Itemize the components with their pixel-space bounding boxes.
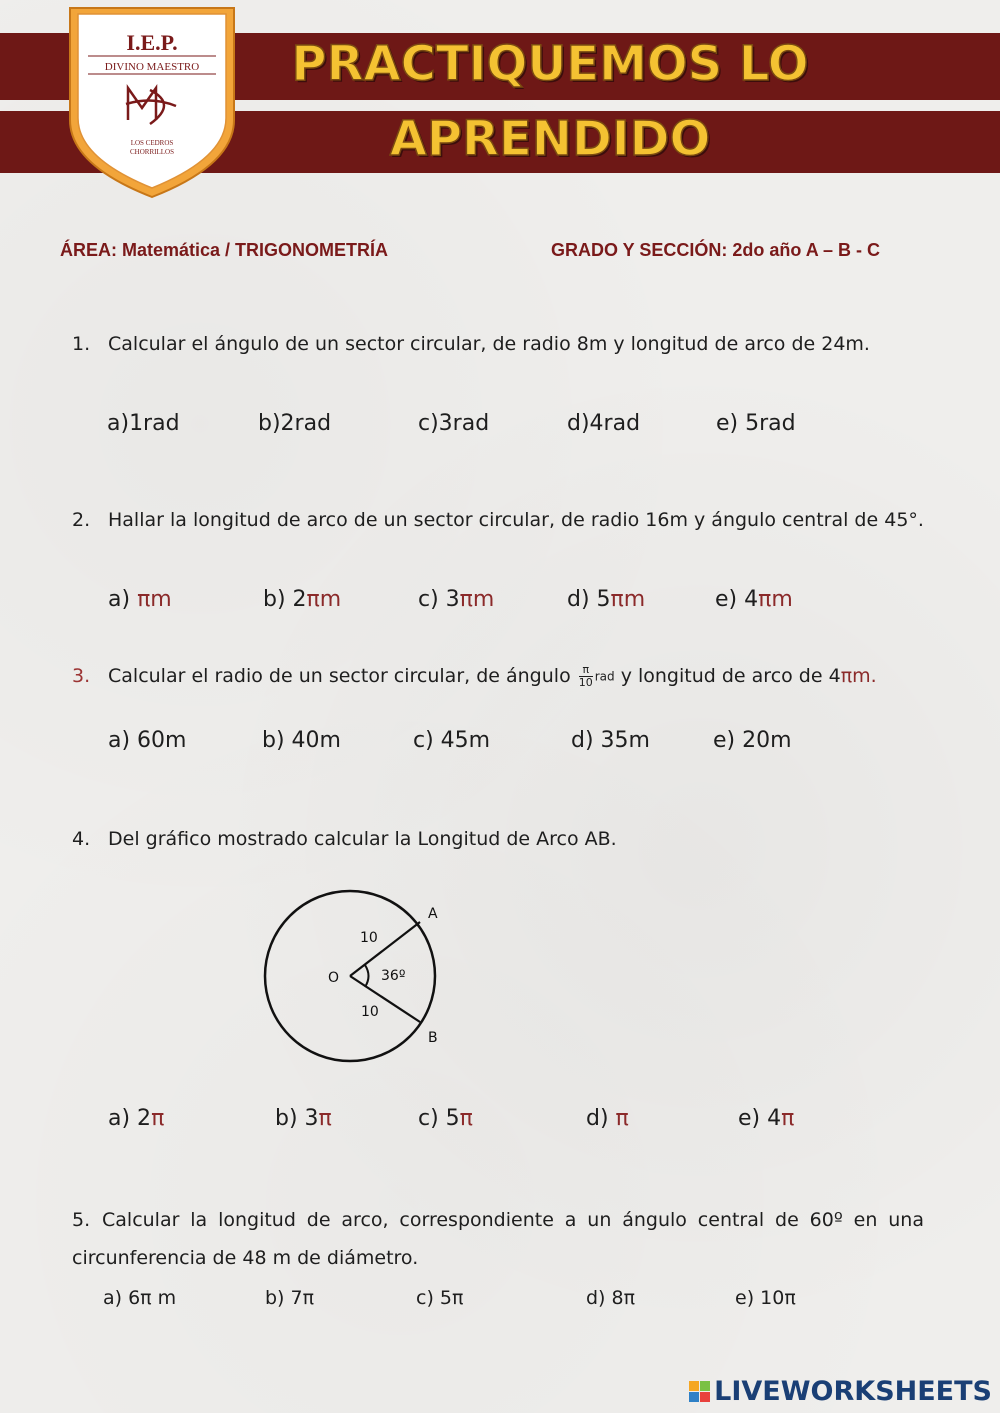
option-a[interactable]: a) 2π [108,1106,165,1131]
question-3 [72,664,932,689]
crest-text-chorrillos: CHORRILLOS [130,148,174,156]
option-e[interactable]: e) 4πm [715,587,793,612]
option-d[interactable]: d)4rad [567,411,641,436]
label-angle: 36º [381,968,406,984]
question-text: Calcular el ángulo de un sector circular, de radio 8m y longitud de arco de 24m. [108,333,870,355]
question-number: 1. [72,333,91,355]
option-e[interactable]: e) 10π [735,1287,796,1309]
question-number: 5. [72,1209,91,1231]
liveworksheets-logo-icon [689,1381,710,1402]
option-c[interactable]: c) 5π [418,1106,473,1131]
option-a[interactable]: a) 60m [108,728,187,753]
crest-text-name: DIVINO MAESTRO [104,61,200,73]
question-text-after: y longitud de arco de 4 [620,665,841,687]
option-b[interactable]: b) 7π [265,1287,315,1309]
page-title-line1: PRACTIQUEMOS LO [291,36,809,92]
question-text: Hallar la longitud de arco de un sector circular, de radio 16m y ángulo central de 45°. [108,509,924,531]
option-a[interactable]: a) πm [108,587,172,612]
option-c[interactable]: c) 45m [413,728,491,753]
option-d[interactable]: d) π [586,1106,629,1131]
option-a[interactable]: a)1rad [107,411,180,436]
option-d[interactable]: d) 8π [586,1287,636,1309]
option-a[interactable]: a) 6π m [103,1287,177,1309]
option-b[interactable]: b)2rad [258,411,332,436]
question-4 [72,828,932,850]
crest-text-iep: I.E.P. [126,30,178,55]
option-d[interactable]: d) 35m [571,728,650,753]
fraction-unit: rad [594,669,615,684]
option-c[interactable]: c)3rad [418,411,490,436]
fraction-pi-over-10: $\frac{\pi}{10}$ [578,663,593,689]
question-5 [72,1201,924,1277]
option-b[interactable]: b) 2πm [263,587,342,612]
option-c[interactable]: c) 3πm [418,587,495,612]
area-label: ÁREA: Matemática / TRIGONOMETRÍA [60,240,389,260]
school-crest-logo [66,0,238,200]
option-c[interactable]: c) 5π [416,1287,464,1309]
label-point-b: B [428,1030,438,1046]
question-number: 3. [72,665,91,687]
question-1 [72,333,932,355]
question-text-before: Calcular el radio de un sector circular, de ángulo [108,665,571,687]
liveworksheets-text: LIVEWORKSHEETS [714,1376,992,1407]
option-b[interactable]: b) 40m [262,728,341,753]
option-e[interactable]: e) 4π [738,1106,795,1131]
option-d[interactable]: d) 5πm [567,587,646,612]
crest-text-cedros: LOS CEDROS [130,139,174,147]
grade-section-label: GRADO Y SECCIÓN: 2do año A – B - C [551,240,881,260]
question-number: 4. [72,828,91,850]
question-number: 2. [72,509,91,531]
circle-sector-diagram [255,880,465,1070]
question-text-pi: πm. [840,665,877,687]
label-radius-bottom: 10 [361,1004,379,1020]
question-2 [72,509,932,531]
question-text: Del gráfico mostrado calcular la Longitud de Arco AB. [108,828,617,850]
label-center-o: O [328,970,340,986]
option-b[interactable]: b) 3π [275,1106,332,1131]
liveworksheets-brand[interactable] [689,1376,992,1407]
option-e[interactable]: e) 5rad [716,411,796,436]
label-radius-top: 10 [360,930,378,946]
question-text: Calcular la longitud de arco, correspondiente a un ángulo central de 60º en una circunferencia de 48 m de diámetro. [72,1209,924,1269]
option-e[interactable]: e) 20m [713,728,792,753]
page-title-line2: APRENDIDO [389,111,711,167]
angle-arc-icon [365,965,369,987]
label-point-a: A [428,906,438,922]
